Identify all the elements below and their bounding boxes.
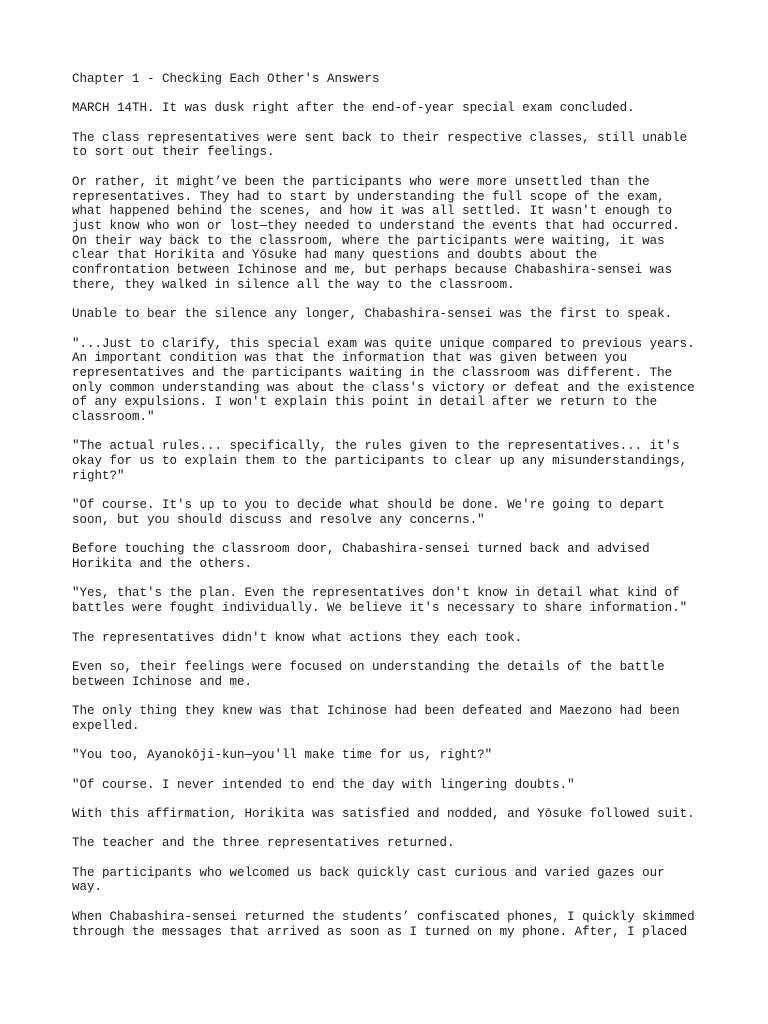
paragraph: The class representatives were sent back to their respective classes, still unable to sort out their feelings. xyxy=(72,130,688,160)
paragraph: Or rather, it might’ve been the participants who were more unsettled than the representatives. They had to start by understanding the full scope of the exam, what happened behind the scenes, and how it was all settled. It wasn't enough to just know who won or lost—they needed to understand the events that had occurred. On their way back to the classroom, where the participants were waiting, it was clear that Horikita and Yōsuke had many questions and doubts about the confrontation between Ichinose and me, but perhaps because Chabashira-sensei was there, they walked in silence all the way to the classroom. xyxy=(72,174,680,292)
paragraph: "Yes, that's the plan. Even the representatives don't know in detail what kind of battles were fought individually. We believe it's necessary to share information." xyxy=(72,586,688,616)
paragraph: Before touching the classroom door, Chabashira-sensei turned back and advised Horikita and the others. xyxy=(72,542,650,572)
paragraph: The participants who welcomed us back quickly cast curious and varied gazes our way. xyxy=(72,865,665,895)
chapter-title: Chapter 1 - Checking Each Other's Answers xyxy=(72,72,380,86)
paragraph: Unable to bear the silence any longer, Chabashira-sensei was the first to speak. xyxy=(72,307,673,322)
document-page xyxy=(72,72,702,954)
paragraph: "Of course. It's up to you to decide what should be done. We're going to depart soon, but you should discuss and resolve any concerns." xyxy=(72,498,665,527)
paragraph: MARCH 14TH. It was dusk right after the end-of-year special exam concluded. xyxy=(72,101,635,116)
paragraph: "You too, Ayanokōji-kun—you'll make time for us, right?" xyxy=(72,748,493,763)
paragraph: "The actual rules... specifically, the rules given to the representatives... it's okay for us to explain them to the participants to clear up any misunderstandings, right?" xyxy=(72,439,688,483)
paragraph: The teacher and the three representatives returned. xyxy=(72,836,455,851)
paragraph: With this affirmation, Horikita was satisfied and nodded, and Yōsuke followed suit. xyxy=(72,806,695,821)
paragraph: "...Just to clarify, this special exam was quite unique compared to previous years. An important condition was that the information that was given between you representatives and the participants waiting in the classroom was different. The only common understanding was about the class's victory or defeat and the existence of any expulsions. I won't explain this point in detail after we return to the classroom." xyxy=(72,336,695,425)
paragraph: The representatives didn't know what actions they each took. xyxy=(72,630,523,645)
paragraph: Even so, their feelings were focused on understanding the details of the battle between Ichinose and me. xyxy=(72,659,665,689)
paragraph: When Chabashira-sensei returned the students’ confiscated phones, I quickly skimmed through the messages that arrived as soon as I turned on my phone. After, I placed xyxy=(72,909,695,939)
paragraph: The only thing they knew was that Ichinose had been defeated and Maezono had been expelled. xyxy=(72,704,680,733)
paragraph: "Of course. I never intended to end the day with lingering doubts." xyxy=(72,777,575,792)
